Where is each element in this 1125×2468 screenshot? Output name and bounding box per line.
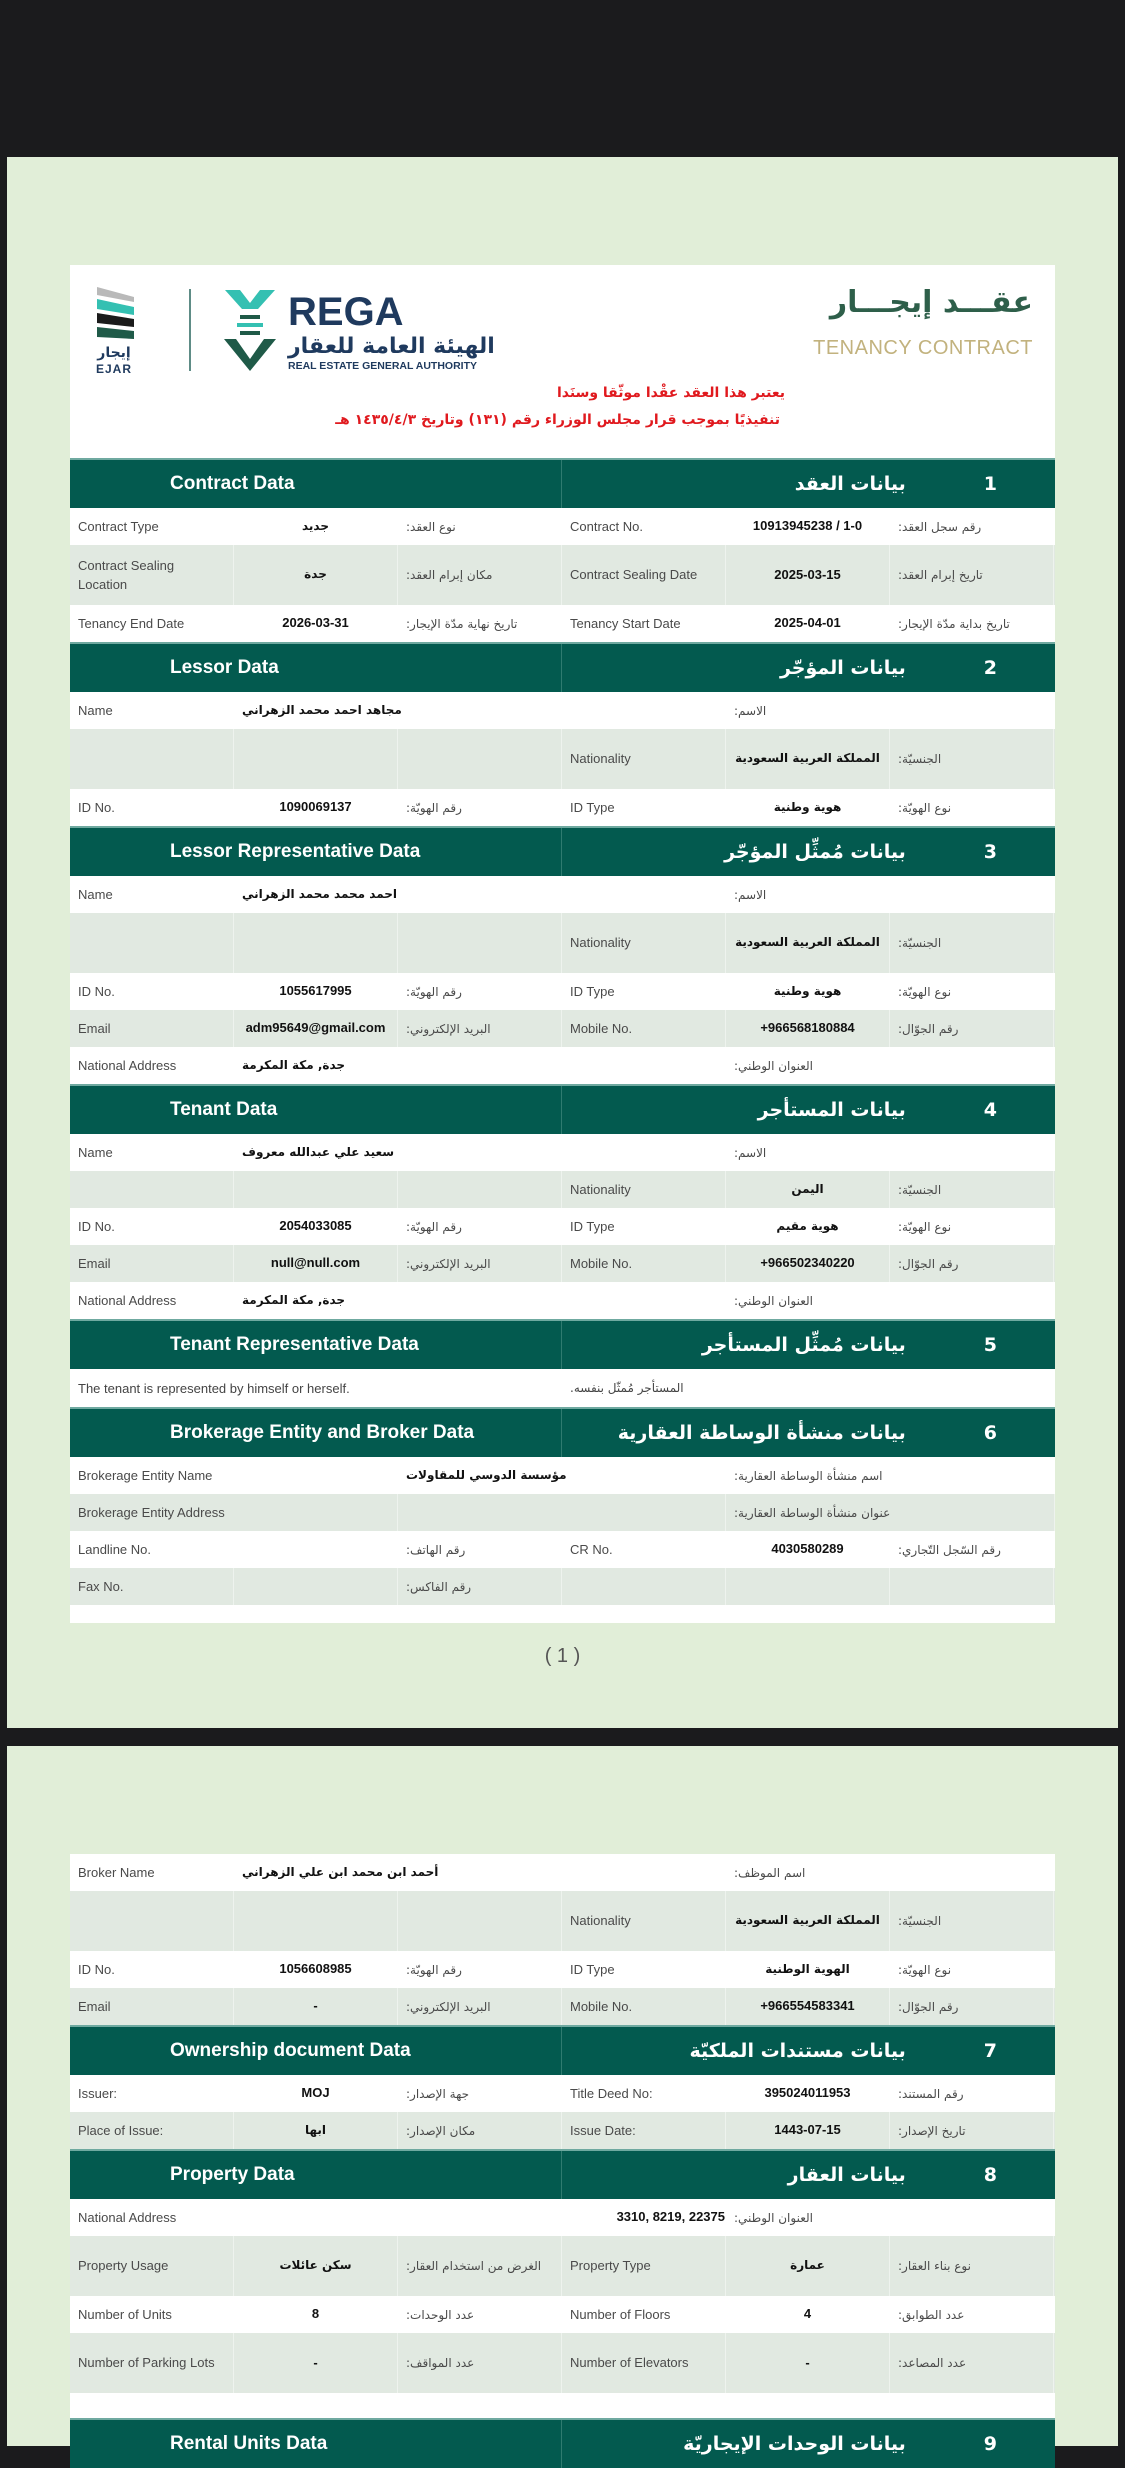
section-number: 2	[983, 657, 997, 679]
field-label-ar: العنوان الوطني:	[734, 1293, 813, 1308]
field-value: ابها	[234, 2112, 398, 2149]
section-header-ownership-document	[70, 2025, 1055, 2075]
field-label-en: Name	[78, 1144, 113, 1160]
table-row	[70, 913, 1055, 973]
field-label-ar: نوع العقد:	[406, 519, 456, 534]
table-row	[70, 1494, 1055, 1531]
section-number: 8	[983, 2164, 997, 2186]
field-label-ar: رقم الفاكس:	[398, 1568, 562, 1605]
field-value: null@null.com	[234, 1245, 398, 1282]
field-label-ar: الغرض من استخدام العقار:	[398, 2236, 562, 2296]
field-label-ar: عدد الوحدات:	[406, 2307, 475, 2322]
field-label-ar: تاريخ إبرام العقد:	[890, 545, 1054, 605]
field-label-en: Place of Issue:	[70, 2112, 234, 2149]
section-number: 3	[983, 841, 997, 863]
field-label-en: Contract Sealing Date	[562, 545, 726, 605]
table-row	[70, 1951, 1055, 1988]
table-row	[70, 789, 1055, 826]
field-label-ar: رقم الهويّة:	[406, 984, 462, 999]
field-value	[398, 1494, 726, 1531]
field-label-en: Number of Elevators	[562, 2333, 726, 2393]
table-row	[70, 1568, 1055, 1605]
field-label-ar: عنوان منشأة الوساطة العقارية:	[726, 1494, 1055, 1531]
section-header-contract-data	[70, 458, 1055, 508]
section-title-ar: بيانات العقار	[787, 2164, 906, 2186]
field-value: جديد	[301, 518, 330, 533]
svg-text:الهيئة العامة للعقار: الهيئة العامة للعقار	[288, 334, 495, 359]
field-label-en: Tenancy Start Date	[570, 615, 681, 631]
document-header	[70, 265, 1055, 458]
field-value: 2054033085	[279, 1218, 352, 1234]
field-label-en: Landline No.	[78, 1541, 151, 1557]
field-label-en: ID Type	[570, 1961, 615, 1977]
section-title-ar: بيانات مُمثِّل المستأجر	[701, 1334, 906, 1356]
section-number: 4	[983, 1099, 997, 1121]
field-label-en: Broker Name	[78, 1864, 155, 1880]
field-label-ar: مكان الإصدار:	[398, 2112, 562, 2149]
field-label-ar: عدد المواقف:	[398, 2333, 562, 2393]
section-title-en: Tenant Representative Data	[70, 1321, 562, 1369]
section-title-ar: بيانات العقد	[794, 473, 906, 495]
field-value: 8	[311, 2306, 320, 2322]
field-label-en: ID No.	[78, 799, 115, 815]
field-label-en: Contract Type	[78, 518, 159, 534]
legal-notice-line-1: يعتبر هذا العقد عقْدا موثّقا وسنَدا	[556, 385, 785, 401]
table-row	[70, 1245, 1055, 1282]
section-header-tenant-representative	[70, 1319, 1055, 1369]
table-row	[70, 605, 1055, 642]
field-value: احمد محمد محمد الزهراني	[242, 886, 398, 901]
field-label-ar: مكان إبرام العقد:	[398, 545, 562, 605]
lessor-name-value: مجاهد احمد محمد الزهراني	[242, 702, 402, 717]
field-label-ar: الاسم:	[734, 1145, 767, 1160]
field-label-ar: رقم الجوّال:	[890, 1245, 1054, 1282]
field-value	[234, 1568, 398, 1605]
field-label-ar: تاريخ الإصدار:	[890, 2112, 1054, 2149]
section-title-en: Lessor Representative Data	[70, 828, 562, 876]
section-number: 7	[983, 2040, 997, 2062]
svg-text:EJAR: EJAR	[95, 362, 133, 376]
field-label-ar: رقم الهويّة:	[406, 800, 462, 815]
field-label-en: ID No.	[78, 1961, 115, 1977]
field-label-ar: رقم الهويّة:	[406, 1219, 462, 1234]
field-label-en: Fax No.	[70, 1568, 234, 1605]
field-value: 1443-07-15	[726, 2112, 890, 2149]
field-label-ar: الاسم:	[734, 703, 767, 718]
svg-text:إيجار: إيجار	[97, 345, 131, 361]
field-label-en: Nationality	[562, 729, 726, 789]
field-value	[234, 1531, 398, 1568]
section-header-brokerage	[70, 1407, 1055, 1457]
field-value: adm95649@gmail.com	[234, 1010, 398, 1047]
field-label-ar: نوع الهويّة:	[898, 1219, 952, 1234]
field-label-en: Email	[70, 1010, 234, 1047]
field-value: أحمد ابن محمد ابن علي الزهراني	[242, 1864, 439, 1879]
field-label-ar: البريد الإلكتروني:	[398, 1988, 562, 2025]
svg-text:REAL ESTATE GENERAL AUTHORITY: REAL ESTATE GENERAL AUTHORITY	[288, 360, 478, 372]
field-value: هوية مقيم	[776, 1218, 839, 1233]
section-header-lessor-data	[70, 642, 1055, 692]
field-label-ar: رقم المستند:	[898, 2086, 964, 2101]
table-row	[70, 2236, 1055, 2296]
field-value: سعيد علي عبدالله معروف	[242, 1144, 395, 1159]
field-value: 1090069137	[279, 799, 352, 815]
table-row	[70, 1854, 1055, 1891]
field-value: +966502340220	[726, 1245, 890, 1282]
field-label-en: ID No.	[78, 983, 115, 999]
field-value: الهوية الوطنية	[765, 1961, 850, 1976]
section-title-ar: بيانات منشأة الوساطة العقارية	[617, 1422, 906, 1444]
table-row	[70, 1171, 1055, 1208]
section-title-en: Lessor Data	[70, 644, 562, 692]
field-label-ar: نوع الهويّة:	[898, 984, 952, 999]
field-label-en: Brokerage Entity Name	[78, 1467, 213, 1483]
field-label-en: Mobile No.	[562, 1988, 726, 2025]
field-label-ar: رقم السّجل التّجاري:	[898, 1542, 1001, 1557]
field-label-en: ID Type	[570, 799, 615, 815]
field-value: MOJ	[301, 2085, 330, 2101]
table-row	[70, 1988, 1055, 2025]
field-value: -	[234, 2333, 398, 2393]
field-value: 2026-03-31	[282, 615, 349, 631]
field-value: +966554583341	[726, 1988, 890, 2025]
field-label-ar: عدد الطوابق:	[898, 2307, 965, 2322]
field-label-ar: العنوان الوطني:	[734, 2210, 813, 2225]
field-value: 2025-03-15	[726, 545, 890, 605]
section-title-ar: بيانات الوحدات الإيجاريّة	[683, 2433, 906, 2455]
table-row	[70, 1531, 1055, 1568]
field-label-en: Mobile No.	[562, 1245, 726, 1282]
field-value: هوية وطنية	[773, 799, 842, 814]
field-label-ar: تاريخ بداية مدّة الإيجار:	[898, 616, 1010, 631]
field-label-en: Tenancy End Date	[78, 615, 185, 631]
field-label-ar: نوع الهويّة:	[898, 800, 952, 815]
section-number: 9	[983, 2433, 997, 2455]
field-value: -	[726, 2333, 890, 2393]
svg-text:REGA: REGA	[288, 290, 404, 334]
table-row	[70, 2199, 1055, 2236]
field-value: 3310, 8219, 22375	[616, 2209, 725, 2225]
section-header-tenant-data	[70, 1084, 1055, 1134]
section-title-en: Contract Data	[70, 460, 562, 508]
page-number: ( 1 )	[544, 1645, 581, 1667]
field-value: 1056608985	[279, 1961, 352, 1977]
field-label-en: Property Usage	[70, 2236, 234, 2296]
title-english: TENANCY CONTRACT	[813, 337, 1033, 359]
table-row	[70, 973, 1055, 1010]
section-title-en: Brokerage Entity and Broker Data	[70, 1409, 562, 1457]
field-value: جدة	[234, 545, 398, 605]
legal-notice-line-2: تنفيذيًا بموجب قرار مجلس الوزراء رقم (١٣١) وتاريخ ١٤٣٥/٤/٣ هـ	[335, 412, 780, 428]
field-label-ar: عدد المصاعد:	[890, 2333, 1054, 2393]
field-label-en: Name	[78, 702, 113, 718]
ejar-logo-icon	[92, 285, 147, 375]
section-title-ar: بيانات مستندات الملكيّة	[689, 2040, 906, 2062]
field-value: جدة, مكة المكرمة	[242, 1292, 346, 1307]
field-label-en: Mobile No.	[562, 1010, 726, 1047]
section-title-en: Rental Units Data	[70, 2420, 562, 2468]
field-label-ar: اسم الموظف:	[734, 1865, 806, 1880]
field-value: 2025-04-01	[774, 615, 841, 631]
table-row	[70, 2075, 1055, 2112]
section-title-ar: بيانات مُمثِّل المؤجّر	[724, 841, 906, 863]
field-label-en: Property Type	[562, 2236, 726, 2296]
field-value: المملكة العربية السعودية	[726, 729, 890, 789]
field-value: المملكة العربية السعودية	[726, 913, 890, 973]
field-label-en: Number of Floors	[570, 2306, 671, 2322]
contract-card-page-2	[70, 1854, 1055, 2454]
field-label-en: Brokerage Entity Address	[70, 1494, 398, 1531]
field-label-ar: اسم منشأة الوساطة العقارية:	[734, 1468, 883, 1483]
field-label-ar: العنوان الوطني:	[734, 1058, 813, 1073]
field-label-ar: الجنسيّة:	[890, 1171, 1054, 1208]
field-label-ar: رقم الجوّال:	[890, 1010, 1054, 1047]
spacer	[70, 2393, 1055, 2418]
table-row	[70, 1208, 1055, 1245]
field-label-en: National Address	[78, 2209, 177, 2225]
section-number: 6	[983, 1422, 997, 1444]
field-label-ar: نوع بناء العقار:	[890, 2236, 1054, 2296]
section-header-lessor-representative	[70, 826, 1055, 876]
field-value: مؤسسة الدوسي للمقاولات	[406, 1467, 567, 1482]
field-value: هوية وطنية	[773, 983, 842, 998]
field-label-en: National Address	[78, 1057, 177, 1073]
field-label-en: Issuer:	[78, 2085, 118, 2101]
table-row	[70, 692, 1055, 729]
field-label-ar: جهة الإصدار:	[406, 2086, 470, 2101]
table-row	[70, 2112, 1055, 2149]
logo-divider	[189, 289, 191, 371]
tenant-rep-note-ar: المستأجر مُمثّل بنفسه.	[570, 1381, 684, 1395]
viewer-top-bar	[0, 0, 1125, 157]
section-title-en: Ownership document Data	[70, 2027, 562, 2075]
field-value: جدة, مكة المكرمة	[242, 1057, 346, 1072]
field-label-en: Nationality	[562, 1891, 726, 1951]
field-value: اليمن	[726, 1171, 890, 1208]
section-title-ar: بيانات المستأجر	[757, 1099, 906, 1121]
field-label-en: ID No.	[78, 1218, 115, 1234]
table-row	[70, 1891, 1055, 1951]
section-title-ar: بيانات المؤجّر	[779, 657, 906, 679]
table-row	[70, 1010, 1055, 1047]
section-number: 5	[983, 1334, 997, 1356]
section-header-property-data	[70, 2149, 1055, 2199]
field-value: عمارة	[726, 2236, 890, 2296]
section-number: 1	[983, 473, 997, 495]
field-value: +966568180884	[726, 1010, 890, 1047]
field-label-en: Issue Date:	[562, 2112, 726, 2149]
field-value: 1055617995	[279, 983, 352, 999]
document-page-2	[7, 1746, 1118, 2455]
field-label-ar: تاريخ نهاية مدّة الإيجار:	[406, 616, 518, 631]
field-label-en: Title Deed No:	[570, 2085, 653, 2101]
field-value: 4	[803, 2306, 812, 2322]
field-label-ar: البريد الإلكتروني:	[398, 1245, 562, 1282]
table-row	[70, 2333, 1055, 2393]
field-label-en: Email	[70, 1988, 234, 2025]
table-row	[70, 1282, 1055, 1319]
field-label-en: ID Type	[570, 983, 615, 999]
field-label-en: Contract Sealing Location	[70, 545, 234, 605]
field-label-ar: رقم الجوّال:	[890, 1988, 1054, 2025]
rega-logo-icon	[220, 285, 540, 375]
field-label-en: ID Type	[570, 1218, 615, 1234]
field-label-en: Number of Units	[78, 2306, 172, 2322]
table-row	[70, 1134, 1055, 1171]
table-row	[70, 545, 1055, 605]
title-arabic: عقـــد إيجـــار	[829, 285, 1033, 320]
table-row	[70, 2296, 1055, 2333]
field-label-ar: الجنسيّة:	[890, 913, 1054, 973]
field-label-ar: البريد الإلكتروني:	[398, 1010, 562, 1047]
field-label-ar: الجنسيّة:	[890, 1891, 1054, 1951]
section-title-en: Tenant Data	[70, 1086, 562, 1134]
section-title-en: Property Data	[70, 2151, 562, 2199]
table-row	[70, 1369, 1055, 1407]
field-label-en: Nationality	[562, 913, 726, 973]
field-label-ar: رقم الهاتف:	[406, 1542, 466, 1557]
field-label-en: Nationality	[562, 1171, 726, 1208]
field-label-en: Name	[78, 886, 113, 902]
table-row	[70, 508, 1055, 545]
tenant-rep-note-en: The tenant is represented by himself or herself.	[78, 1380, 350, 1396]
table-row	[70, 876, 1055, 913]
field-value: 4030580289	[771, 1541, 844, 1557]
field-value: 395024011953	[764, 2085, 851, 2101]
table-row	[70, 729, 1055, 789]
contract-card-page-1	[70, 265, 1055, 1623]
field-label-ar: الاسم:	[734, 887, 767, 902]
document-page-1	[7, 157, 1118, 1728]
field-label-en: Contract No.	[570, 518, 643, 534]
field-label-ar: رقم سجل العقد:	[898, 519, 982, 534]
section-header-rental-units	[70, 2418, 1055, 2468]
field-label-en: CR No.	[570, 1541, 613, 1557]
field-value: -	[234, 1988, 398, 2025]
field-value: سكن عائلات	[234, 2236, 398, 2296]
table-row	[70, 1457, 1055, 1494]
field-label-ar: الجنسيّة:	[890, 729, 1054, 789]
field-label-en: National Address	[78, 1292, 177, 1308]
table-row	[70, 1047, 1055, 1084]
field-label-en: Number of Parking Lots	[70, 2333, 234, 2393]
field-label-en: Email	[70, 1245, 234, 1282]
field-label-ar: رقم الهويّة:	[406, 1962, 462, 1977]
field-value: 10913945238 / 1-0	[752, 518, 863, 534]
field-value: المملكة العربية السعودية	[726, 1891, 890, 1951]
field-label-ar: نوع الهويّة:	[898, 1962, 952, 1977]
